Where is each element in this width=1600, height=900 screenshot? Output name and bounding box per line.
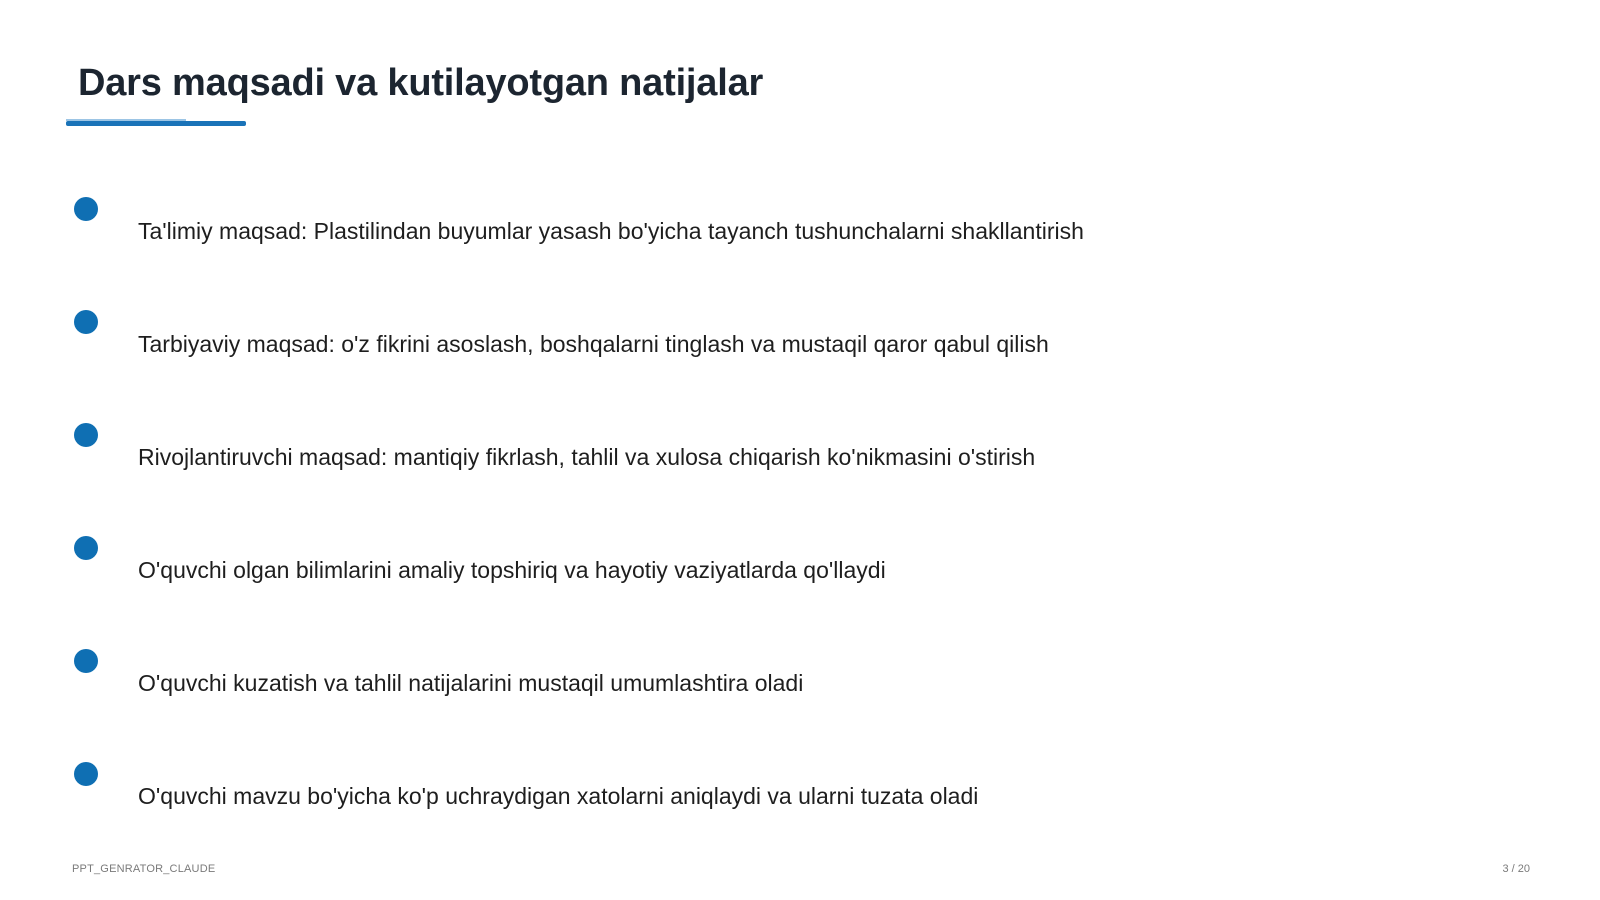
list-item-text: Tarbiyaviy maqsad: o'z fikrini asoslash, boshqalarni tinglash va mustaqil qaror qabul qilish bbox=[138, 331, 1049, 357]
slide-title: Dars maqsadi va kutilayotgan natijalar bbox=[78, 62, 764, 104]
bullet-dot-icon bbox=[74, 197, 98, 221]
bullet-dot-icon bbox=[74, 423, 98, 447]
page-indicator: 3 / 20 bbox=[1502, 863, 1530, 875]
list-item-text: O'quvchi olgan bilimlarini amaliy topshiriq va hayotiy vaziyatlarda qo'llaydi bbox=[138, 557, 886, 583]
bullet-dot-icon bbox=[74, 649, 98, 673]
list-item bbox=[0, 762, 1600, 832]
list-item bbox=[0, 536, 1600, 606]
list-item bbox=[0, 310, 1600, 380]
bullet-dot-icon bbox=[74, 536, 98, 560]
list-item bbox=[0, 649, 1600, 719]
list-item-text: Ta'limiy maqsad: Plastilindan buyumlar yasash bo'yicha tayanch tushunchalarni shakllantirish bbox=[138, 218, 1084, 244]
footer-brand: PPT_GENRATOR_CLAUDE bbox=[72, 863, 216, 875]
bullet-dot-icon bbox=[74, 310, 98, 334]
list-item bbox=[0, 197, 1600, 267]
list-item-text: O'quvchi kuzatish va tahlil natijalarini mustaqil umumlashtira oladi bbox=[138, 670, 804, 696]
bullet-dot-icon bbox=[74, 762, 98, 786]
list-item-text: Rivojlantiruvchi maqsad: mantiqiy fikrlash, tahlil va xulosa chiqarish ko'nikmasini o'stirish bbox=[138, 444, 1036, 470]
list-item-text: O'quvchi mavzu bo'yicha ko'p uchraydigan xatolarni aniqlaydi va ularni tuzata oladi bbox=[138, 783, 979, 809]
list-item bbox=[0, 423, 1600, 493]
